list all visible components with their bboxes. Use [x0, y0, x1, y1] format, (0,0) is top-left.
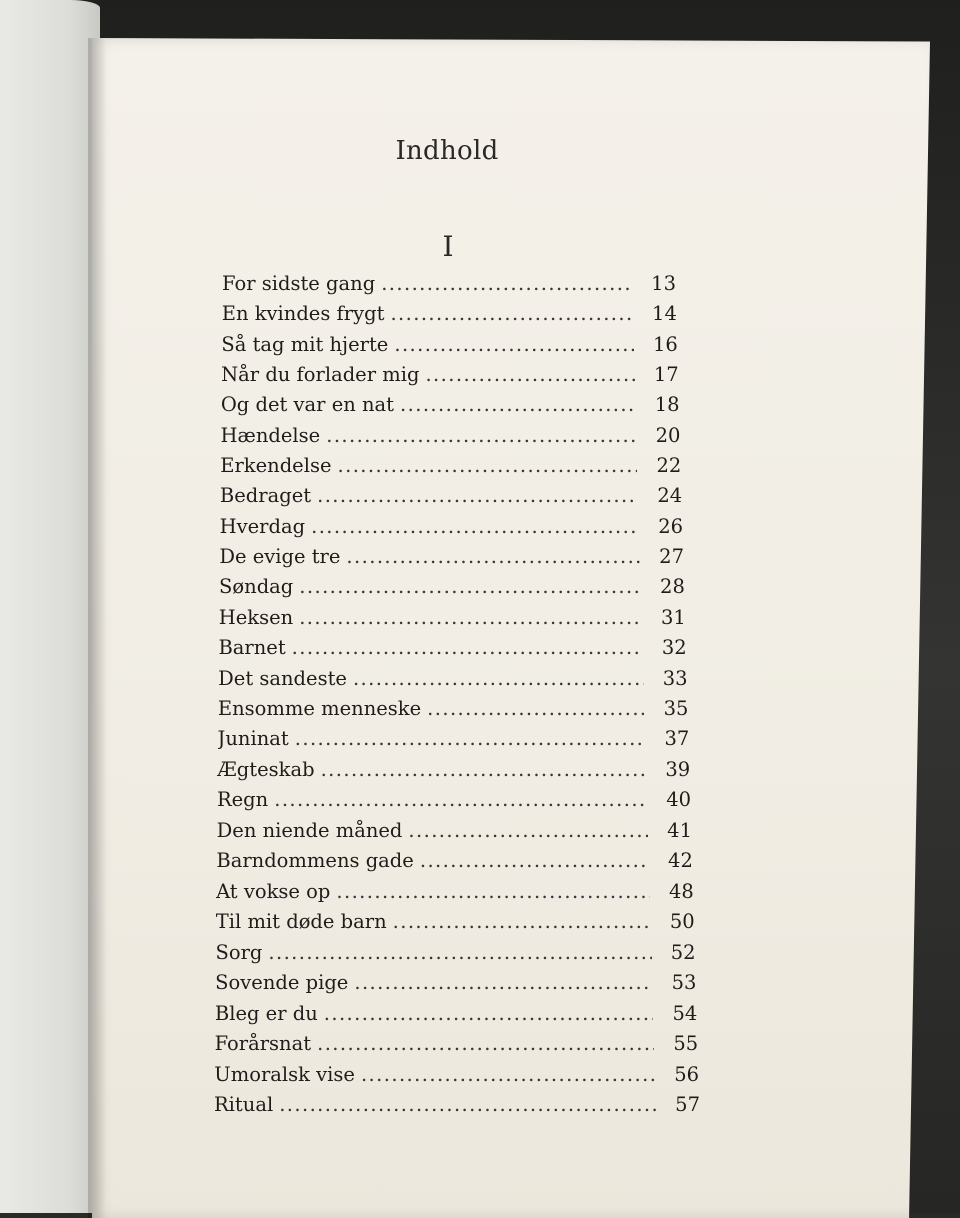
- toc-entry-title: Sorg: [215, 940, 263, 964]
- toc-entry: [219, 606, 686, 634]
- dot-leader: [338, 454, 638, 477]
- toc-entry-page-number: 41: [667, 818, 692, 842]
- toc-entry-page-number: 14: [652, 302, 677, 326]
- toc-entry-page-number: 48: [668, 879, 694, 903]
- dot-leader: [326, 424, 636, 447]
- toc-entry-title: Bedraget: [219, 484, 312, 508]
- dot-leader: [420, 849, 649, 872]
- dot-leader: [321, 758, 647, 781]
- toc-entry-title: Erkendelse: [220, 453, 332, 477]
- toc-entry-page-number: 50: [669, 910, 695, 934]
- toc-entry: [215, 1032, 699, 1060]
- dot-leader: [317, 484, 638, 507]
- toc-entry: [214, 1093, 700, 1121]
- dot-leader: [353, 667, 644, 690]
- dot-leader: [346, 545, 640, 568]
- toc-entry: [221, 363, 679, 391]
- toc-entry: [216, 849, 693, 877]
- toc-entry-title: Til mit døde barn: [215, 910, 387, 934]
- dot-leader: [295, 727, 646, 750]
- toc-entry: [217, 788, 691, 816]
- toc-entry: [218, 667, 687, 695]
- toc-entry-title: At vokse op: [216, 879, 331, 903]
- toc-entry-title: Det sandeste: [218, 666, 347, 690]
- toc-entry-title: En kvindes frygt: [221, 302, 385, 326]
- toc-entry-title: Og det var en nat: [220, 393, 395, 417]
- dot-leader: [274, 788, 647, 811]
- toc-entry-title: Heksen: [218, 605, 294, 629]
- toc-entry-page-number: 39: [665, 757, 691, 781]
- toc-entry-page-number: 53: [671, 971, 697, 995]
- dot-leader: [408, 819, 648, 842]
- toc-entry-title: Den niende måned: [216, 818, 403, 842]
- toc-entry-title: Barndommens gade: [216, 849, 414, 873]
- dot-leader: [394, 333, 633, 356]
- toc-entry-page-number: 20: [655, 423, 681, 447]
- dot-leader: [292, 636, 643, 659]
- toc-entry-title: Regn: [216, 788, 269, 812]
- dot-leader: [390, 302, 632, 325]
- toc-entry-title: Hverdag: [219, 514, 306, 538]
- toc-entry: [218, 636, 686, 664]
- dot-leader: [299, 575, 641, 598]
- toc-entry-title: Barnet: [218, 636, 286, 660]
- toc-entry-page-number: 40: [666, 788, 692, 812]
- toc-entry: [217, 819, 692, 847]
- toc-entry: [215, 941, 695, 969]
- toc-entry-page-number: 33: [662, 666, 688, 690]
- toc-entry-title: Ensomme menneske: [217, 697, 422, 720]
- toc-entry-page-number: 24: [657, 484, 683, 508]
- toc-entry-page-number: 56: [674, 1062, 700, 1086]
- toc-entry: [219, 575, 685, 603]
- toc-entry: [222, 302, 677, 330]
- toc-entry: [215, 1002, 697, 1030]
- toc-entry-page-number: 26: [658, 514, 684, 538]
- toc-entry-title: Sovende pige: [215, 971, 349, 995]
- dot-leader: [336, 880, 649, 903]
- dot-leader: [268, 941, 651, 964]
- toc-entry: [219, 545, 684, 573]
- toc-entry-page-number: 16: [652, 332, 678, 356]
- toc-entry-page-number: 55: [673, 1032, 699, 1056]
- toc-entry: [222, 272, 676, 300]
- toc-entry-title: Umoralsk vise: [214, 1062, 355, 1086]
- dot-leader: [279, 1093, 656, 1116]
- dot-leader: [317, 1032, 654, 1055]
- toc-entry-title: Ritual: [214, 1093, 274, 1117]
- dot-leader: [427, 697, 644, 720]
- toc-entry: [218, 697, 689, 725]
- toc-entry-title: De evige tre: [219, 545, 341, 569]
- toc-entry: [220, 515, 683, 543]
- toc-entry-title: For sidste gang: [222, 272, 376, 295]
- toc-entry: [216, 910, 695, 938]
- toc-entry-title: Ægteskab: [217, 757, 315, 781]
- toc-entry-page-number: 42: [668, 849, 693, 873]
- toc-entry-title: Hændelse: [220, 423, 321, 447]
- toc-entry-page-number: 32: [661, 636, 687, 660]
- toc-entry-title: Søndag: [219, 575, 294, 599]
- toc-entry-title: Så tag mit hjerte: [221, 332, 389, 356]
- toc-entry-page-number: 37: [664, 727, 690, 751]
- dot-leader: [354, 971, 652, 994]
- toc-entry-page-number: 31: [660, 605, 686, 629]
- toc-entry: [220, 484, 682, 512]
- toc-entry-page-number: 27: [659, 545, 684, 569]
- toc-entry-page-number: 35: [663, 697, 689, 720]
- toc-entry: [214, 1063, 699, 1091]
- toc-entry-page-number: 13: [651, 272, 676, 295]
- dot-leader: [393, 910, 651, 933]
- dot-leader: [381, 272, 632, 295]
- toc-entry: [217, 758, 690, 786]
- toc-entry-title: Forårsnat: [214, 1032, 312, 1056]
- dot-leader: [425, 363, 634, 386]
- toc-entry: [215, 971, 696, 999]
- toc-entry-page-number: 18: [654, 393, 680, 417]
- toc-entry: [220, 454, 681, 482]
- toc-entry-page-number: 17: [653, 362, 679, 386]
- toc-entry-page-number: 52: [670, 940, 696, 964]
- dot-leader: [361, 1063, 655, 1086]
- toc-entry-page-number: 54: [672, 1001, 698, 1025]
- dot-leader: [299, 606, 642, 629]
- toc-entry: [218, 727, 690, 755]
- page-title: Indhold: [395, 136, 499, 166]
- toc-entry-title: Når du forlader mig: [221, 362, 420, 386]
- toc-entry: [221, 333, 677, 361]
- toc-entry-title: Juninat: [217, 727, 289, 751]
- dot-leader: [311, 515, 639, 538]
- toc-entry: [216, 880, 694, 908]
- toc-entry-title: Bleg er du: [214, 1001, 318, 1025]
- toc-entry-page-number: 28: [660, 575, 685, 599]
- toc-entry: [221, 393, 680, 421]
- toc-entry-page-number: 22: [656, 453, 682, 477]
- toc-entry: [221, 424, 681, 452]
- toc-entry-page-number: 57: [675, 1093, 700, 1117]
- dot-leader: [324, 1002, 654, 1025]
- dot-leader: [400, 393, 636, 416]
- section-numeral: I: [442, 230, 454, 263]
